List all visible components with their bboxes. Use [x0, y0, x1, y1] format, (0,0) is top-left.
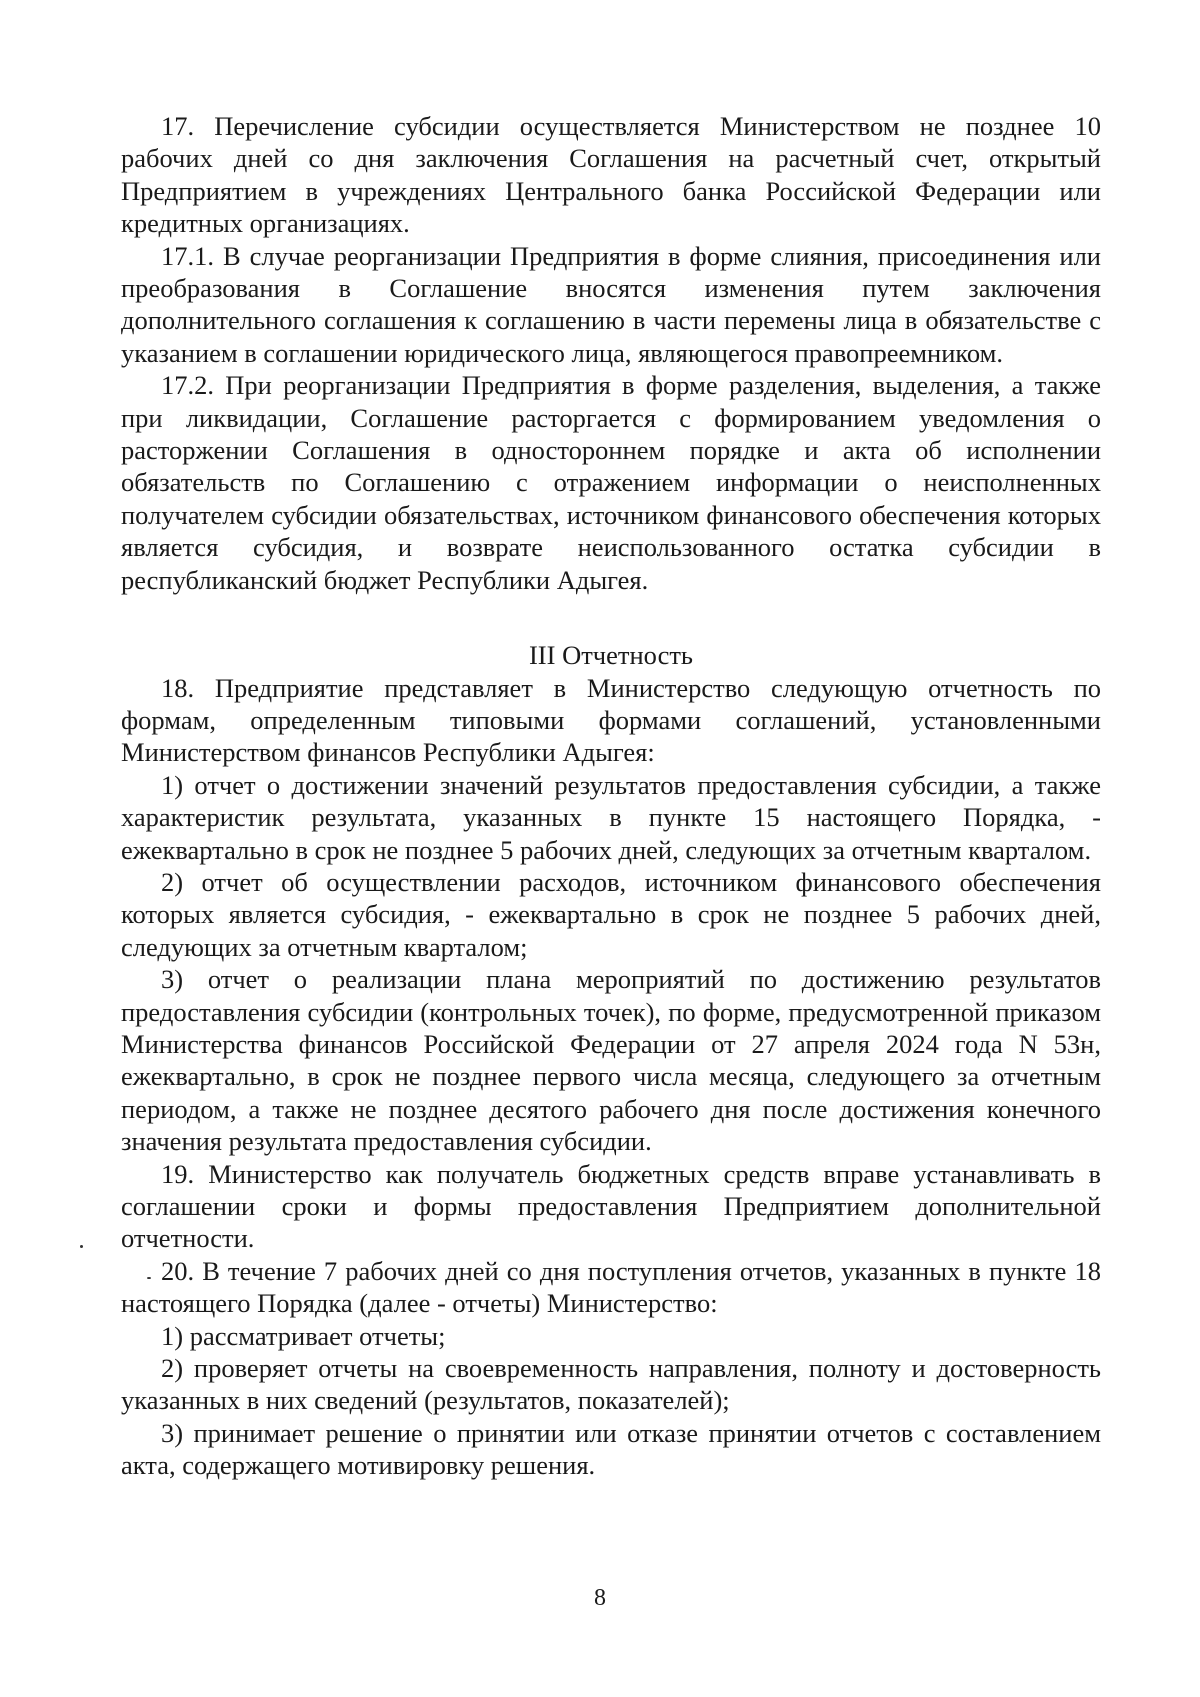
paragraph-17: 17. Перечисление субсидии осуществляется Министерством не позднее 10 рабочих дней со дня заключения Соглашения на расчетный счет, открытый Предприятием в учреждениях Центрального банка Российской Федерации или кредитных организациях. [121, 111, 1101, 239]
document-page [121, 110, 1101, 1482]
scan-speck [147, 1277, 151, 1279]
paragraph-18-item-1: 1) отчет о достижении значений результатов предоставления субсидии, а также характеристик результата, указанных в пункте 15 настоящего Порядка, - ежеквартально в срок не позднее 5 рабочих дней, следующих за отчетным кварталом. [121, 769, 1101, 865]
section-spacer [121, 596, 1101, 622]
paragraph-18: 18. Предприятие представляет в Министерство следующую отчетность по формам, определенным типовыми формами соглашений, установленными Министерством финансов Республики Адыгея: [121, 672, 1101, 768]
paragraph-18-item-3: 3) отчет о реализации плана мероприятий по достижению результатов предоставления субсидии (контрольных точек), по форме, предусмотренной приказом Министерства финансов Российской Федерации от 27 апреля 2024 года N 53н, ежеквартально, в срок не позднее первого числа месяца, следующего за отчетным периодом, а также не позднее десятого рабочего дня после достижения конечного значения результата предоставления субсидии. [121, 964, 1101, 1157]
paragraph-19: 19. Министерство как получатель бюджетных средств вправе устанавливать в соглашении сроки и формы предоставления Предприятием дополнительной отчетности. [121, 1158, 1101, 1254]
paragraph-20-item-2: 2) проверяет отчеты на своевременность направления, полноту и достоверность указанных в них сведений (результатов, показателей); [121, 1353, 1101, 1416]
scan-speck [80, 1245, 83, 1248]
page-number: 8 [594, 1585, 606, 1611]
paragraph-17-2: 17.2. При реорганизации Предприятия в форме разделения, выделения, а также при ликвидации, Соглашение расторгается с формированием уведомления о расторжении Соглашения в одностороннем порядке и акта об исполнении обязательств по Соглашению с отражением информации о неисполненных получателем субсидии обязательствах, источником финансового обеспечения которых является субсидия, и возврате неиспользованного остатка субсидии в республиканский бюджет Республики Адыгея. [121, 370, 1101, 595]
paragraph-17-1: 17.1. В случае реорганизации Предприятия в форме слияния, присоединения или преобразования в Соглашение вносятся изменения путем заключения дополнительного соглашения к соглашению в части перемены лица в обязательстве с указанием в соглашении юридического лица, являющегося правопреемником. [121, 240, 1101, 368]
section-heading: III Отчетность [528, 640, 693, 671]
paragraph-20-item-3: 3) принимает решение о принятии или отказе принятии отчетов с составлением акта, содержащего мотивировку решения. [121, 1417, 1101, 1481]
paragraph-20: 20. В течение 7 рабочих дней со дня поступления отчетов, указанных в пункте 18 настоящего Порядка (далее - отчеты) Министерство: [121, 1255, 1101, 1319]
paragraph-18-item-2: 2) отчет об осуществлении расходов, источником финансового обеспечения которых является субсидия, - ежеквартально в срок не позднее 5 рабочих дней, следующих за отчетным кварталом; [121, 866, 1101, 962]
paragraph-20-item-1: 1) рассматривает отчеты; [161, 1320, 446, 1351]
